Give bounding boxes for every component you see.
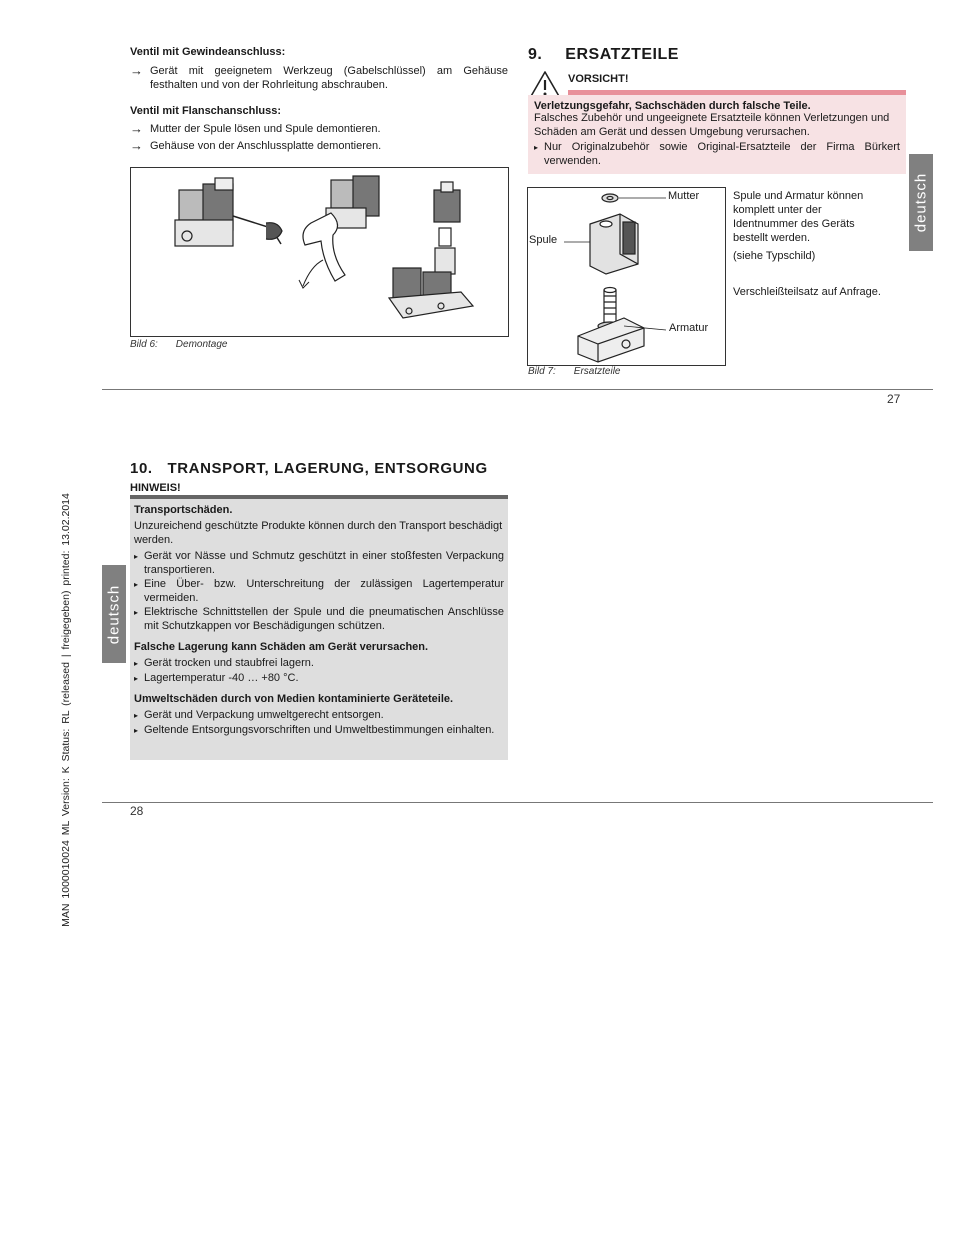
arrow-right-icon: → [130, 63, 143, 78]
list-item-text: Elektrische Schnittstellen der Spule und die pneumatischen Anschlüsse mit Schutzkappen vor Beschädigungen schützen. [144, 606, 504, 632]
note-box [130, 499, 508, 760]
thread-heading: Ventil mit Gewindeanschluss: [130, 46, 286, 58]
page-divider [102, 389, 933, 390]
bullet-icon: ▸ [134, 659, 139, 668]
list-item-text: Lagertemperatur -40 … +80 °C. [144, 671, 299, 684]
section-title: TRANSPORT, LAGERUNG, ENTSORGUNG [167, 460, 488, 477]
list-item-text: Gerät vor Nässe und Schmutz geschützt in einer stoßfesten Verpackung transportieren. [144, 550, 504, 576]
page-number-28: 28 [130, 804, 144, 818]
bullet-icon: ▸ [134, 608, 139, 617]
bullet-icon: ▸ [134, 673, 139, 683]
warning-text: Falsches Zubehör und ungeeignete Ersatzteile können Verletzungen und Schäden am Gerät und dessen Umgebung verursachen. [534, 112, 890, 138]
label-mutter: Mutter [668, 190, 700, 202]
block1-text: Unzureichend geschützte Produkte können durch den Transport beschädigt werden. [134, 520, 503, 546]
list-item [134, 724, 504, 738]
block1-heading: Transportschäden. [134, 504, 233, 516]
section-title: ERSATZTEILE [565, 46, 679, 63]
section-number: 9. [528, 46, 543, 63]
figure-6-caption [130, 339, 228, 350]
list-item-text: Gerät und Verpackung umweltgerecht entsorgen. [144, 709, 384, 721]
list-item [134, 709, 504, 723]
thread-step-text: Gerät mit geeignetem Werkzeug (Gabelschlüssel) am Gehäuse festhalten und von der Rohrleitung abschrauben. [150, 65, 508, 91]
bullet-icon: ▸ [134, 580, 139, 589]
figure-caption-text: Demontage [175, 339, 228, 350]
section-number: 10. [130, 460, 153, 477]
language-tab-left [102, 565, 126, 663]
section-9-title [528, 46, 679, 64]
page-number-27: 27 [887, 392, 901, 406]
figure-caption-text: Ersatzteile [573, 366, 621, 377]
thread-step [130, 64, 508, 92]
bullet-icon: ▸ [134, 552, 139, 561]
language-tab-label: deutsch [912, 172, 930, 233]
list-item [134, 672, 504, 686]
flange-heading: Ventil mit Flanschanschluss: [130, 105, 281, 117]
figure-ersatzteile [527, 187, 726, 366]
list-item-text: Eine Über- bzw. Unterschreitung der zulässigen Lagertemperatur vermeiden. [144, 578, 504, 604]
figure-label: Bild 7: [528, 366, 556, 377]
warning-bullet-text: Nur Originalzubehör sowie Original-Ersatzteile der Firma Bürkert verwenden. [544, 141, 900, 167]
page-divider [102, 802, 933, 803]
language-tab-label: deutsch [105, 584, 123, 644]
side-text-typschild: (siehe Typschild) [733, 250, 816, 262]
list-item [134, 606, 504, 633]
bullet-icon: ▸ [534, 143, 539, 152]
label-spule: Spule [529, 234, 558, 246]
ersatzteile-drawing [528, 188, 725, 365]
flange-step-2 [130, 139, 508, 153]
warning-box [528, 95, 906, 174]
arrow-right-icon: → [130, 138, 143, 153]
margin-note: MAN 1000010024 ML Version: K Status: RL (released | freigegeben) printed: 13.02.2014 [60, 493, 72, 927]
side-text-spule-armatur: Spule und Armatur können komplett unter der Identnummer des Geräts bestellt werden. [733, 190, 864, 244]
arrow-right-icon: → [130, 121, 143, 136]
list-item [134, 657, 504, 671]
list-item-text: Geltende Entsorgungsvorschriften und Umweltbestimmungen einhalten. [144, 723, 495, 736]
bullet-icon: ▸ [134, 711, 139, 720]
flange-step-1 [130, 122, 508, 136]
label-armatur: Armatur [669, 322, 709, 334]
warning-signal-word: VORSICHT! [568, 73, 629, 85]
list-item-text: Gerät trocken und staubfrei lagern. [144, 657, 314, 669]
figure-demontage [130, 167, 509, 337]
flange-step-text: Mutter der Spule lösen und Spule demontieren. [150, 123, 381, 135]
block2-heading: Falsche Lagerung kann Schäden am Gerät verursachen. [134, 641, 429, 653]
side-text-verschleiss: Verschleißteilsatz auf Anfrage. [733, 286, 881, 298]
bullet-icon: ▸ [134, 725, 139, 735]
figure-7-caption [528, 366, 620, 377]
flange-step-text: Gehäuse von der Anschlussplatte demontieren. [150, 140, 382, 152]
block3-heading: Umweltschäden durch von Medien kontaminierte Geräteteile. [134, 693, 454, 705]
note-signal-word: HINWEIS! [130, 482, 181, 494]
demontage-drawing [131, 168, 508, 336]
section-10-title [130, 460, 488, 477]
list-item [134, 550, 504, 577]
warning-heading: Verletzungsgefahr, Sachschäden durch falsche Teile. [534, 100, 811, 112]
warning-bullet [534, 141, 900, 168]
language-tab-right [909, 154, 933, 251]
figure-label: Bild 6: [130, 339, 158, 350]
list-item [134, 578, 504, 605]
